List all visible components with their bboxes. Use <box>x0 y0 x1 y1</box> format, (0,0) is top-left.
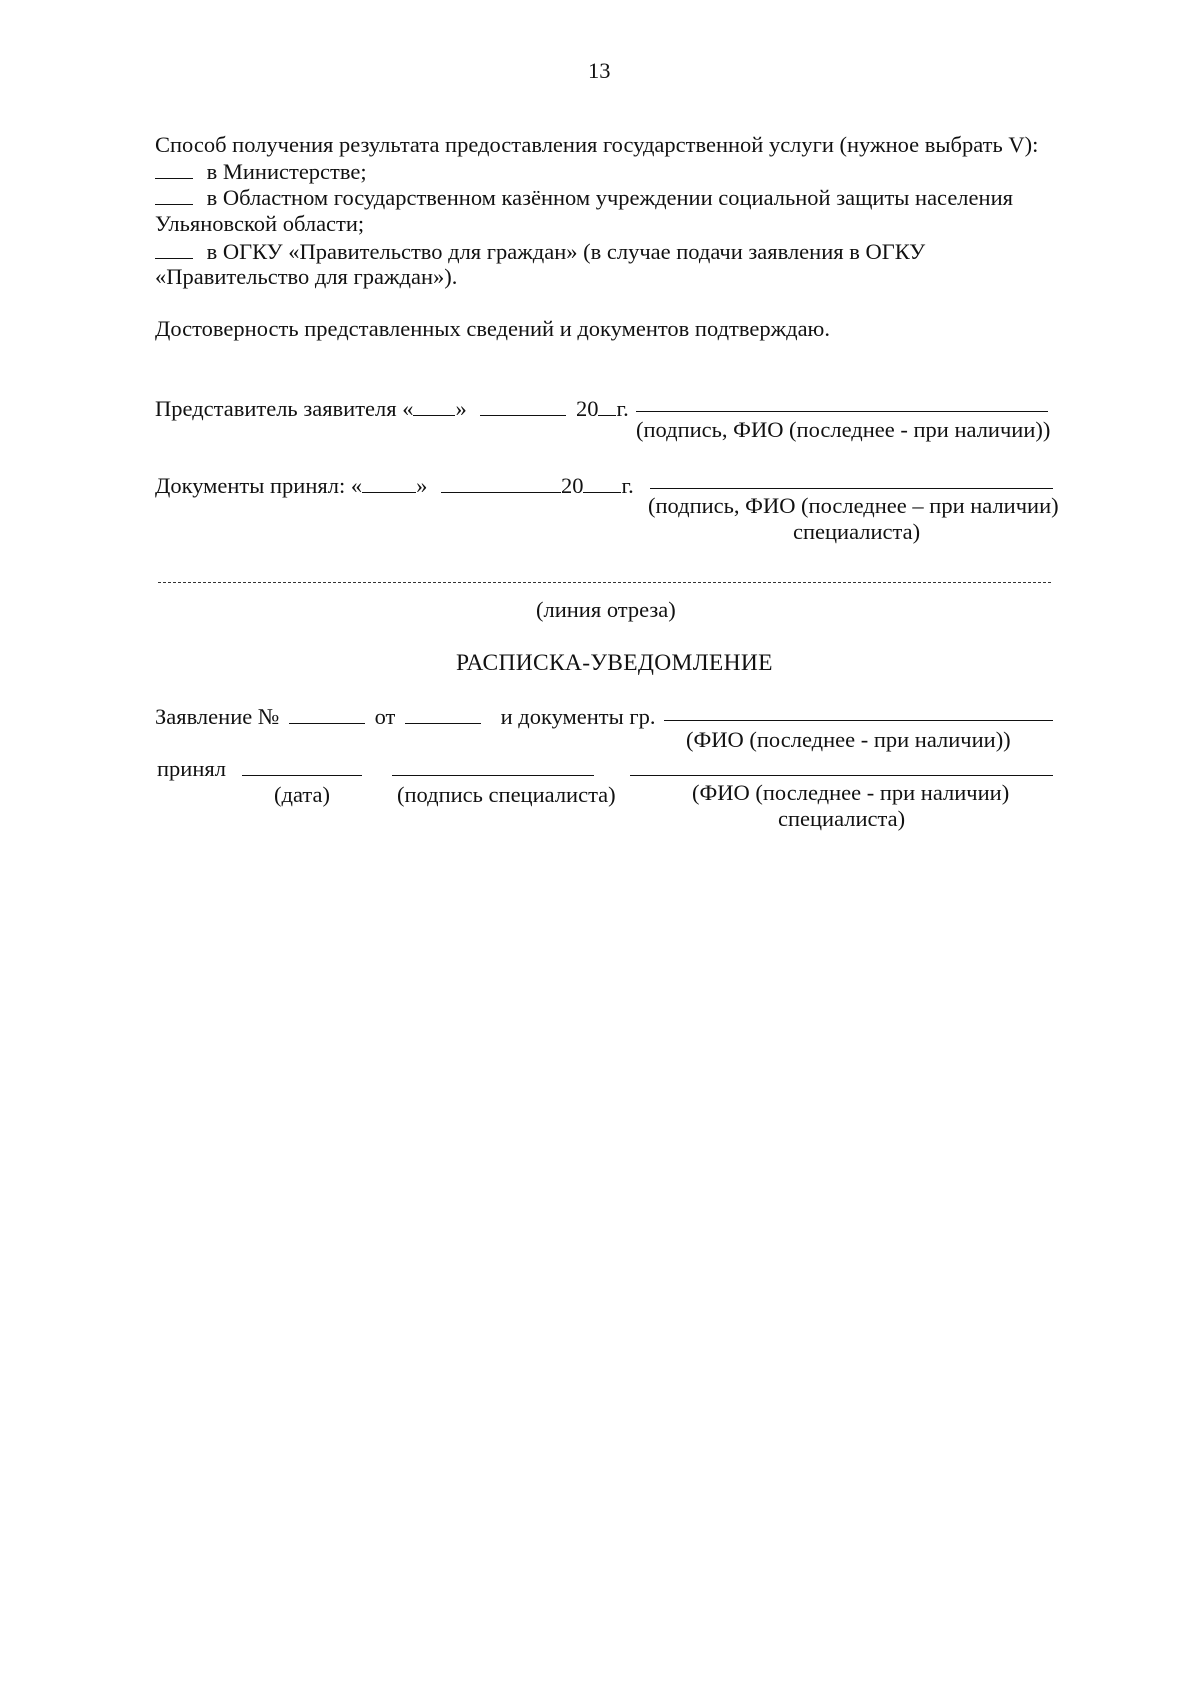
representative-year-suffix: г. <box>616 396 629 421</box>
application-number-field[interactable] <box>289 705 365 724</box>
accepted-month-field[interactable] <box>441 474 561 493</box>
cut-line <box>158 582 1051 583</box>
option-gov <box>155 240 925 264</box>
specialist-fio-caption-line1: (ФИО (последнее - при наличии) <box>692 780 1010 805</box>
receipt-method-intro: Способ получения результата предоставления государственной услуги (нужное выбрать V): <box>155 132 1039 157</box>
option-ogku-label: в Областном государственном казённом учреждении социальной защиты населения <box>206 185 1013 210</box>
option-ministry <box>155 160 367 184</box>
signature-caption: (подпись специалиста) <box>397 782 616 807</box>
date-caption: (дата) <box>274 782 330 807</box>
accepted-quote-close: » <box>416 473 428 498</box>
option-ministry-label: в Министерстве; <box>206 159 367 184</box>
representative-year-field[interactable] <box>598 397 616 416</box>
accepted-caption-line1: (подпись, ФИО (последнее – при наличии) <box>648 493 1059 518</box>
page-number: 13 <box>588 58 611 83</box>
receipt-date-line[interactable] <box>242 775 362 776</box>
application-from-label: от <box>374 704 396 729</box>
cut-line-caption: (линия отреза) <box>536 597 676 622</box>
representative-signature-line[interactable] <box>636 411 1048 412</box>
application-label: Заявление № <box>155 704 280 729</box>
accepted-label: Документы принял: « <box>155 473 363 498</box>
option-gov-line2: «Правительство для граждан»). <box>155 264 458 289</box>
receipt-specialist-fio-line[interactable] <box>630 775 1053 776</box>
citizen-fio-line[interactable] <box>664 720 1053 721</box>
option-ogku <box>155 186 1013 210</box>
application-row <box>155 705 655 729</box>
accepted-day-field[interactable] <box>362 474 416 493</box>
representative-day-field[interactable] <box>413 397 455 416</box>
option-gov-label: в ОГКУ «Правительство для граждан» (в случае подачи заявления в ОГКУ <box>206 239 926 264</box>
accepted-by-label: принял <box>157 756 226 781</box>
representative-caption: (подпись, ФИО (последнее - при наличии)) <box>636 417 1051 442</box>
representative-quote-close: » <box>455 396 467 421</box>
documents-label: и документы гр. <box>500 704 656 729</box>
option-ogku-line2: Ульяновской области; <box>155 211 365 236</box>
accepted-year-prefix: 20 <box>560 473 584 498</box>
specialist-fio-caption-line2: специалиста) <box>778 806 906 831</box>
confirmation-text: Достоверность представленных сведений и документов подтверждаю. <box>155 316 830 341</box>
representative-month-field[interactable] <box>480 397 566 416</box>
application-date-field[interactable] <box>405 705 481 724</box>
citizen-fio-caption: (ФИО (последнее - при наличии)) <box>686 727 1011 752</box>
representative-label: Представитель заявителя « <box>155 396 414 421</box>
accepted-caption-line2: специалиста) <box>793 519 921 544</box>
accepted-year-field[interactable] <box>583 474 621 493</box>
representative-row <box>155 397 629 421</box>
receipt-signature-line[interactable] <box>392 775 594 776</box>
representative-year-prefix: 20 <box>575 396 599 421</box>
accepted-signature-line[interactable] <box>650 488 1053 489</box>
option-ogku-blank[interactable] <box>155 186 193 205</box>
accepted-year-suffix: г. <box>621 473 634 498</box>
option-gov-blank[interactable] <box>155 240 193 259</box>
accepted-row <box>155 474 634 498</box>
receipt-title: РАСПИСКА-УВЕДОМЛЕНИЕ <box>456 650 773 676</box>
option-ministry-blank[interactable] <box>155 160 193 179</box>
